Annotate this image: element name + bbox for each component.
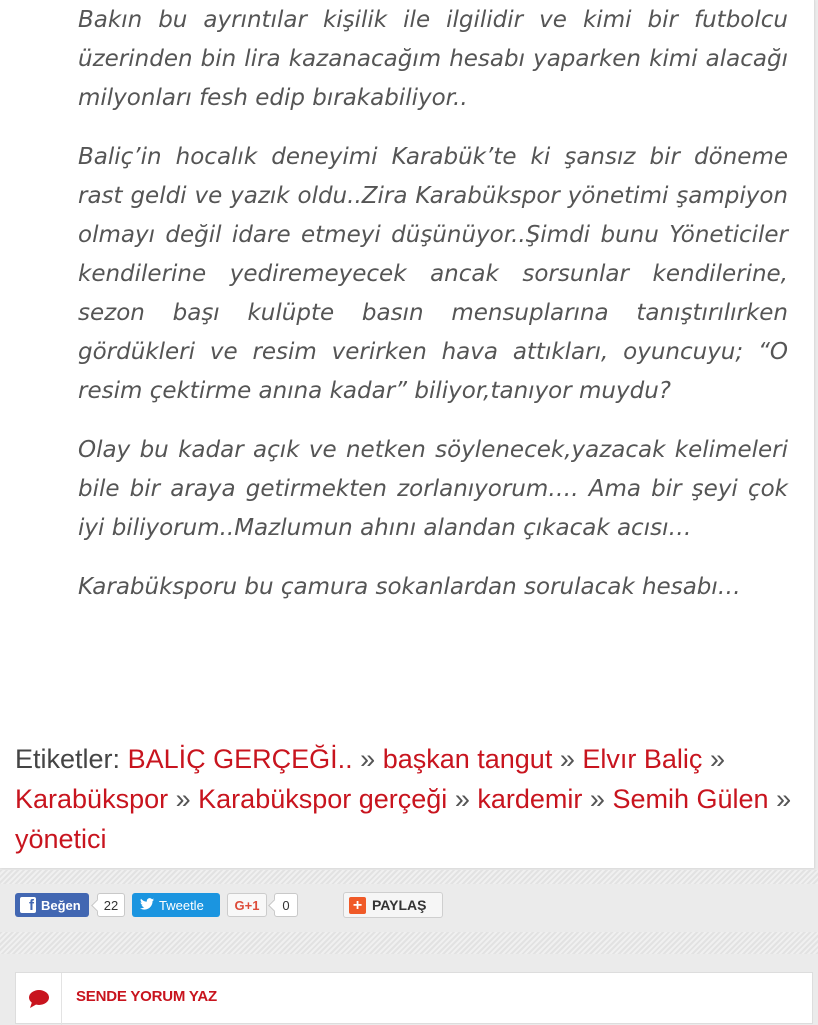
share-label: PAYLAŞ — [372, 897, 427, 913]
comment-form-header[interactable] — [15, 972, 813, 1024]
facebook-like-count: 22 — [97, 893, 125, 917]
divider-stripe — [0, 932, 818, 954]
tag-link[interactable]: kardemir — [477, 784, 583, 814]
facebook-like-label: Beğen — [41, 897, 81, 913]
plus-icon: + — [349, 897, 366, 914]
article-paragraph: Olay bu kadar açık ve netken söylenecek,yazacak kelimeleri bile bir araya getirmekten zorlanıyorum…. Ama bir şeyi çok iyi biliyorum..Mazlumun ahını alandan çıkacak acısı… — [78, 437, 788, 541]
tag-link[interactable]: Karabükspor — [15, 784, 169, 814]
facebook-icon: f — [20, 897, 36, 913]
share-bar — [0, 884, 818, 930]
google-plus-button[interactable]: G+1 — [227, 893, 267, 917]
speech-bubble-icon — [28, 989, 50, 1009]
tweet-button[interactable] — [132, 893, 220, 917]
share-button[interactable] — [343, 892, 443, 918]
tag-separator: » — [360, 744, 376, 774]
article-paragraph: Baliç’in hocalık deneyimi Karabük’te ki şansız bir döneme rast geldi ve yazık oldu..Zira Karabükspor yönetimi şampiyon olmayı değil idare etmeyi düşünüyor..Şimdi bunu Yöneticiler kendilerine yediremeyecek ancak sorsunlar kendilerine, sezon başı kulüpte basın mensuplarına tanıştırılırken gördükleri ve resim verirken hava attıkları, oyuncuyu; “O resim çektirme anına kadar” biliyor,tanıyor muydu? — [78, 144, 788, 404]
comment-section-title: SENDE YORUM YAZ — [76, 988, 217, 1005]
tag-link[interactable]: Karabükspor gerçeği — [198, 784, 448, 814]
tag-link[interactable]: Elvır Baliç — [582, 744, 703, 774]
article-paragraph: Karabüksporu bu çamura sokanlardan sorulacak hesabı… — [78, 574, 741, 600]
tags-label: Etiketler: — [15, 744, 121, 774]
tag-separator: » — [589, 784, 605, 814]
tag-separator: » — [776, 784, 792, 814]
facebook-like-button[interactable] — [15, 893, 89, 917]
tag-separator: » — [454, 784, 470, 814]
article-paragraph: Bakın bu ayrıntılar kişilik ile ilgilidir ve kimi bir futbolcu üzerinden bin lira kazanacağım hesabı yaparken kimi alacağı milyonları fesh edip bırakabiliyor.. — [78, 7, 788, 111]
divider-stripe — [0, 870, 818, 884]
tag-separator: » — [175, 784, 191, 814]
tag-link[interactable]: Semih Gülen — [612, 784, 769, 814]
tag-link[interactable]: başkan tangut — [382, 744, 553, 774]
tag-link[interactable]: BALİÇ GERÇEĞİ.. — [127, 744, 353, 774]
article-body — [78, 0, 788, 627]
tag-separator: » — [559, 744, 575, 774]
tag-separator: » — [709, 744, 725, 774]
google-plus-count: 0 — [274, 893, 298, 917]
tags-section — [15, 739, 805, 859]
tag-link[interactable]: yönetici — [15, 824, 107, 854]
tweet-label: Tweetle — [159, 897, 204, 913]
twitter-bird-icon — [140, 897, 154, 913]
comment-icon-box — [16, 973, 62, 1025]
